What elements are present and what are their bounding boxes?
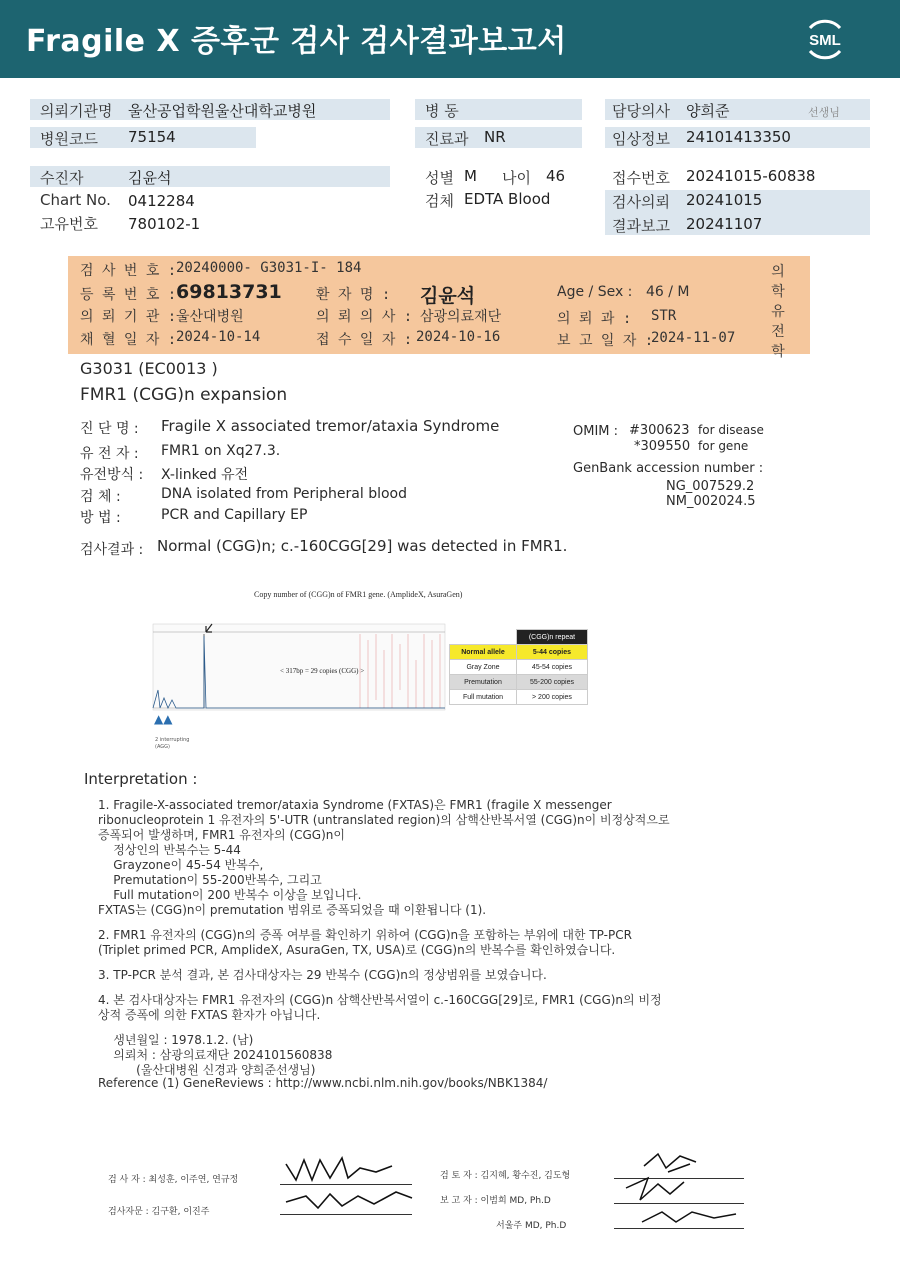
advisor-label: 검사자문 : 김구환, 이진주: [108, 1207, 210, 1217]
doctor-label: 담당의사: [612, 102, 670, 120]
interrupt-label-2: (AGG): [155, 744, 170, 750]
table-header: (CGG)n repeat: [516, 630, 587, 645]
row-normal-name: Normal allele: [450, 645, 517, 660]
specimen-label: 검체: [425, 192, 454, 210]
requester: 삼광의료재단: [420, 309, 502, 325]
result-text: Normal (CGG)n; c.-160CGG[29] was detected in FMR1.: [157, 537, 568, 555]
receipt-date: 2024-10-16: [416, 329, 501, 345]
org-label: 의 뢰 기 관 :: [80, 309, 177, 325]
diagnosis: Fragile X associated tremor/ataxia Syndrome: [161, 417, 500, 435]
result-label: 검사결과 :: [80, 542, 144, 558]
reg-no: 69813731: [176, 281, 282, 303]
omim-gene: *309550: [634, 439, 691, 454]
title-banner: [0, 0, 900, 78]
repeat-range-table: [449, 629, 588, 705]
scan-ward-label: 의 뢰 과 :: [557, 311, 632, 327]
report-title: Fragile X 증후군 검사 검사결과보고서: [26, 24, 567, 59]
interrupt-arrow-icon: ▲▲: [154, 712, 173, 726]
chart-number: 0412284: [128, 192, 195, 210]
omim-gene-note: for gene: [698, 439, 749, 453]
interpretation-line: 의뢰처 : 삼광의료재단 2024101560838: [98, 1048, 333, 1062]
row-normal-range: 5-44 copies: [516, 645, 587, 660]
referral-org-label: 의뢰기관명: [40, 102, 113, 120]
reviewer-signature-icon: [618, 1148, 748, 1232]
interpretation-line: Full mutation이 200 반복수 이상을 보입니다.: [98, 888, 362, 902]
scan-ward: STR: [651, 308, 677, 324]
age-sex: 46 / M: [646, 284, 690, 300]
svg-text:< 317bp = 29 copies (CGG) >: < 317bp = 29 copies (CGG) >: [280, 667, 365, 675]
interrupt-label-1: 2 interrupting: [155, 737, 190, 743]
capillary-electropherogram: [150, 620, 450, 720]
inheritance-label: 유전방식 :: [80, 467, 144, 483]
report-date: 20241107: [686, 215, 763, 233]
omim-label: OMIM :: [573, 424, 619, 439]
omim-disease: #300623: [629, 423, 690, 438]
tester-signature-icon: [282, 1150, 422, 1222]
omim-disease-note: for disease: [698, 423, 764, 437]
row-premutation-name: Premutation: [450, 675, 517, 690]
gene: FMR1 on Xq27.3.: [161, 443, 281, 459]
age-sex-label: Age / Sex :: [557, 284, 633, 300]
interpretation-line: Reference (1) GeneReviews : http://www.ncbi.nlm.nih.gov/books/NBK1384/: [98, 1076, 548, 1090]
chart-label: Chart No.: [40, 191, 111, 209]
interpretation-line: (Triplet primed PCR, AmplideX, AsuraGen, TX, USA)로 (CGG)n의 반복수를 확인하였습니다.: [98, 943, 616, 957]
gene-label: 유 전 자 :: [80, 446, 139, 462]
reviewer-label: 검 토 자 : 김지혜, 황수진, 김도형: [440, 1171, 571, 1181]
specimen-type: DNA isolated from Peripheral blood: [161, 486, 408, 502]
draw-date-label: 채 혈 일 자 :: [80, 332, 177, 348]
interpretation-line: 생년월일 : 1978.1.2. (남): [98, 1033, 254, 1047]
tester-label: 검 사 자 : 최성훈, 이주연, 연규정: [108, 1175, 239, 1185]
reporter-label: 보 고 자 : 이범희 MD, Ph.D: [440, 1196, 551, 1206]
interpretation-line: 4. 본 검사대상자는 FMR1 유전자의 (CGG)n 삼핵산반복서열이 c.-160CGG[29]로, FMR1 (CGG)n의 비정: [98, 993, 662, 1007]
method: PCR and Capillary EP: [161, 507, 308, 523]
dept-vertical-text: 의학유전학: [771, 264, 785, 360]
interpretation-line: 1. Fragile-X-associated tremor/ataxia Syndrome (FXTAS)은 FMR1 (fragile X messenger: [98, 798, 612, 812]
receipt-number: 20241015-60838: [686, 167, 816, 185]
interpretation-line: 정상인의 반복수는 5-44: [98, 843, 241, 857]
doctor-suffix: 선생님: [808, 106, 840, 119]
interpretation-line: (울산대병원 신경과 양희준선생님): [98, 1063, 316, 1077]
id-label: 고유번호: [40, 215, 98, 233]
specimen-type-label: 검 체 :: [80, 489, 121, 505]
interpretation-line: [98, 956, 798, 966]
requester-label: 의 뢰 의 사 :: [316, 309, 413, 325]
test-name: FMR1 (CGG)n expansion: [80, 385, 288, 405]
interpretation-line: [98, 1021, 798, 1031]
patient-name: 김윤석: [128, 169, 172, 187]
referral-org: 울산공업학원울산대학교병원: [128, 102, 317, 120]
report-label: 결과보고: [612, 217, 670, 235]
org: 울산대병원: [176, 309, 244, 325]
interpretation-line: 2. FMR1 유전자의 (CGG)n의 증폭 여부를 확인하기 위하여 (CGG)n을 포함하는 부위에 대한 TP-PCR: [98, 928, 632, 942]
report-date-label: 보 고 일 자 :: [557, 333, 654, 349]
interpretation-body: [98, 796, 798, 1091]
scan-report-date: 2024-11-07: [651, 330, 736, 346]
receipt-label: 접수번호: [612, 169, 670, 187]
row-full-range: > 200 copies: [516, 690, 587, 705]
interpretation-line: 3. TP-PCR 분석 결과, 본 검사대상자는 29 반복수 (CGG)n의 정상범위를 보였습니다.: [98, 968, 547, 982]
reg-no-label: 등 록 번 호 :: [80, 287, 177, 303]
row-gray-name: Gray Zone: [450, 660, 517, 675]
doctor: 양희준: [686, 102, 730, 120]
interpretation-line: 상적 증폭에 의한 FXTAS 환자가 아닙니다.: [98, 1008, 321, 1022]
clinical-info: 24101413350: [686, 128, 791, 146]
row-gray-range: 45-54 copies: [516, 660, 587, 675]
sex: M: [464, 167, 477, 185]
draw-date: 2024-10-14: [176, 329, 261, 345]
clinical-label: 임상정보: [612, 130, 670, 148]
diagnosis-label: 진 단 명 :: [80, 421, 139, 437]
genbank-label: GenBank accession number :: [573, 461, 764, 476]
scan-patient-label: 환 자 명 :: [316, 287, 391, 303]
id-number: 780102-1: [128, 215, 201, 233]
test-no-label: 검 사 번 호 :: [80, 263, 177, 279]
reporter2-label: 서울주 MD, Ph.D: [496, 1221, 567, 1231]
dept: NR: [484, 128, 506, 146]
genbank-nm: NM_002024.5: [666, 494, 756, 509]
ward-label: 병 동: [425, 102, 459, 120]
test-no: 20240000- G3031-I- 184: [176, 260, 362, 276]
age-label: 나이: [502, 169, 531, 187]
figure-caption: Copy number of (CGG)n of FMR1 gene. (AmplideX, AsuraGen): [254, 590, 463, 599]
interpretation-line: Premutation이 55-200반복수, 그리고: [98, 873, 322, 887]
request-label: 검사의뢰: [612, 193, 670, 211]
receipt-date-label: 접 수 일 자 :: [316, 332, 413, 348]
row-premutation-range: 55-200 copies: [516, 675, 587, 690]
test-code: G3031 (EC0013 ): [80, 359, 218, 378]
genbank-ng: NG_007529.2: [666, 479, 755, 494]
method-label: 방 법 :: [80, 510, 121, 526]
sml-logo-icon: [800, 14, 850, 64]
band-patient: [30, 166, 390, 187]
hospital-code: 75154: [128, 128, 176, 146]
row-full-name: Full mutation: [450, 690, 517, 705]
interpretation-line: [98, 916, 798, 926]
age: 46: [546, 167, 566, 185]
request-date: 20241015: [686, 191, 763, 209]
sex-label: 성별: [425, 169, 454, 187]
hospital-code-label: 병원코드: [40, 130, 98, 148]
inheritance: X-linked 유전: [161, 467, 249, 483]
interpretation-title: Interpretation :: [84, 770, 198, 788]
dept-label: 진료과: [425, 130, 469, 148]
interpretation-line: ribonucleoprotein 1 유전자의 5'-UTR (untranslated region)의 삼핵산반복서열 (CGG)n이 비정상적으로: [98, 813, 670, 827]
svg-text:SML: SML: [809, 32, 841, 49]
specimen: EDTA Blood: [464, 190, 551, 208]
patient-label: 수진자: [40, 169, 84, 187]
scan-patient: 김윤석: [420, 285, 476, 307]
interpretation-line: Grayzone이 45-54 반복수,: [98, 858, 264, 872]
interpretation-line: [98, 981, 798, 991]
interpretation-line: 증폭되어 발생하며, FMR1 유전자의 (CGG)n이: [98, 828, 345, 842]
interpretation-line: FXTAS는 (CGG)n이 premutation 범위로 증폭되었을 때 이환됩니다 (1).: [98, 903, 487, 917]
